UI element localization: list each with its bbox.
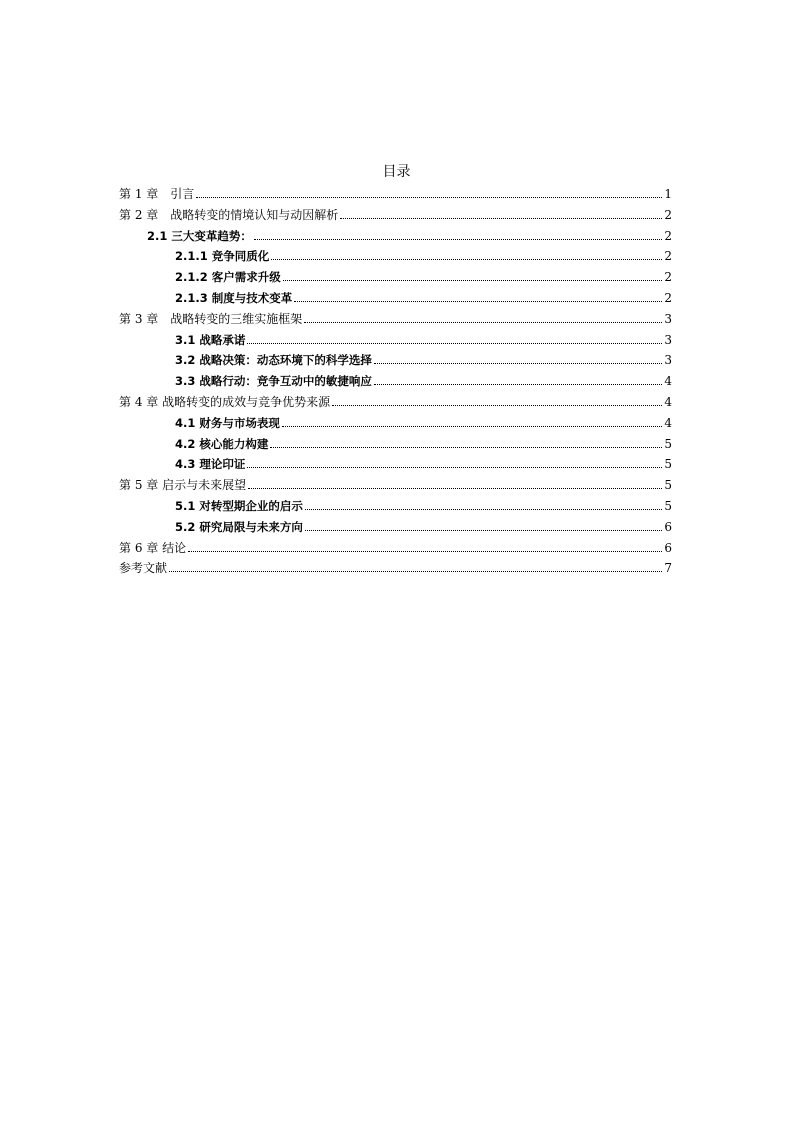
toc-entry-title: 2.1.3 制度与技术变革 — [175, 290, 293, 305]
toc-page-number: 5 — [664, 457, 672, 472]
toc-entry-title: 第 2 章 战略转变的情境认知与动因解析 — [119, 207, 339, 222]
toc-dot-leader — [294, 301, 662, 302]
toc-entry-title: 第 6 章 结论 — [119, 540, 187, 555]
toc-entry-title: 第 5 章 启示与未来展望 — [119, 478, 247, 493]
toc-entry-title: 2.1.2 客户需求升级 — [175, 270, 281, 285]
toc-entry-title: 参考文献 — [119, 561, 168, 576]
toc-entry[interactable] — [119, 330, 672, 351]
toc-page-number: 2 — [664, 228, 672, 243]
toc-page-number: 6 — [664, 540, 672, 555]
toc-dot-leader — [169, 571, 662, 572]
toc-dot-leader — [254, 239, 662, 240]
toc-page-number: 5 — [664, 478, 672, 493]
toc-entry[interactable] — [119, 392, 672, 413]
toc-entry[interactable] — [119, 434, 672, 455]
toc-page-number: 2 — [664, 207, 672, 222]
toc-entry[interactable] — [119, 205, 672, 226]
toc-dot-leader — [332, 405, 662, 406]
toc-dot-leader — [374, 363, 662, 364]
toc-entry-title: 5.1 对转型期企业的启示 — [175, 498, 303, 513]
toc-page-number: 1 — [664, 187, 672, 201]
toc-dot-leader — [374, 384, 662, 385]
toc-dot-leader — [282, 426, 662, 427]
toc-page-number: 6 — [664, 519, 672, 534]
toc-page-number: 2 — [664, 249, 672, 264]
toc-page-number: 7 — [664, 561, 672, 576]
toc-entry-title: 4.3 理论印证 — [175, 457, 246, 472]
toc-entry[interactable] — [119, 558, 672, 579]
toc-entry-title: 4.1 财务与市场表现 — [175, 415, 280, 430]
toc-entry-title: 2.1 三大变革趋势： — [147, 228, 252, 243]
toc-page-number: 3 — [664, 353, 672, 368]
toc-dot-leader — [271, 259, 662, 260]
toc-page-number: 5 — [664, 436, 672, 451]
toc-dot-leader — [188, 551, 662, 552]
toc-page-number: 2 — [664, 270, 672, 285]
toc-entry-title: 5.2 研究局限与未来方向 — [175, 519, 303, 534]
toc-entry-title: 第 3 章 战略转变的三维实施框架 — [119, 311, 303, 326]
toc-entry[interactable] — [119, 496, 672, 517]
toc-entry[interactable] — [119, 226, 672, 247]
toc-entry[interactable] — [119, 413, 672, 434]
toc-entry[interactable] — [119, 538, 672, 559]
toc-page-number: 5 — [664, 498, 672, 513]
toc-entry-title: 第 4 章 战略转变的成效与竞争优势来源 — [119, 394, 331, 409]
toc-dot-leader — [305, 530, 662, 531]
toc-page-number: 2 — [664, 290, 672, 305]
toc-entry[interactable] — [119, 517, 672, 538]
toc-page-number: 3 — [664, 311, 672, 326]
toc-dot-leader — [248, 488, 662, 489]
toc-entry[interactable] — [119, 184, 672, 205]
toc-entry-title: 3.3 战略行动：竞争互动中的敏捷响应 — [175, 374, 372, 389]
toc-dot-leader — [196, 197, 662, 198]
toc-page-number: 4 — [664, 374, 672, 389]
toc-dot-leader — [247, 467, 662, 468]
toc-entry[interactable] — [119, 454, 672, 475]
toc-entry[interactable] — [119, 246, 672, 267]
toc-dot-leader — [283, 280, 663, 281]
toc-entry[interactable] — [119, 475, 672, 496]
toc-entry[interactable] — [119, 350, 672, 371]
toc-entry-title: 第 1 章 引言 — [119, 187, 195, 201]
toc-page-number: 4 — [664, 394, 672, 409]
toc-entry-title: 3.1 战略承诺 — [175, 332, 246, 347]
toc-dot-leader — [340, 218, 662, 219]
toc-entry[interactable] — [119, 288, 672, 309]
toc-entry-title: 2.1.1 竞争同质化 — [175, 249, 270, 264]
table-of-contents — [119, 184, 672, 579]
toc-entry[interactable] — [119, 309, 672, 330]
toc-entry-title: 4.2 核心能力构建 — [175, 436, 269, 451]
toc-page-number: 3 — [664, 332, 672, 347]
toc-entry[interactable] — [119, 267, 672, 288]
toc-dot-leader — [304, 322, 662, 323]
toc-page-number: 4 — [664, 415, 672, 430]
toc-entry-title: 3.2 战略决策：动态环境下的科学选择 — [175, 353, 372, 368]
toc-title: 目录 — [382, 164, 411, 180]
toc-dot-leader — [305, 509, 662, 510]
toc-entry[interactable] — [119, 371, 672, 392]
toc-dot-leader — [247, 343, 662, 344]
toc-dot-leader — [270, 447, 662, 448]
